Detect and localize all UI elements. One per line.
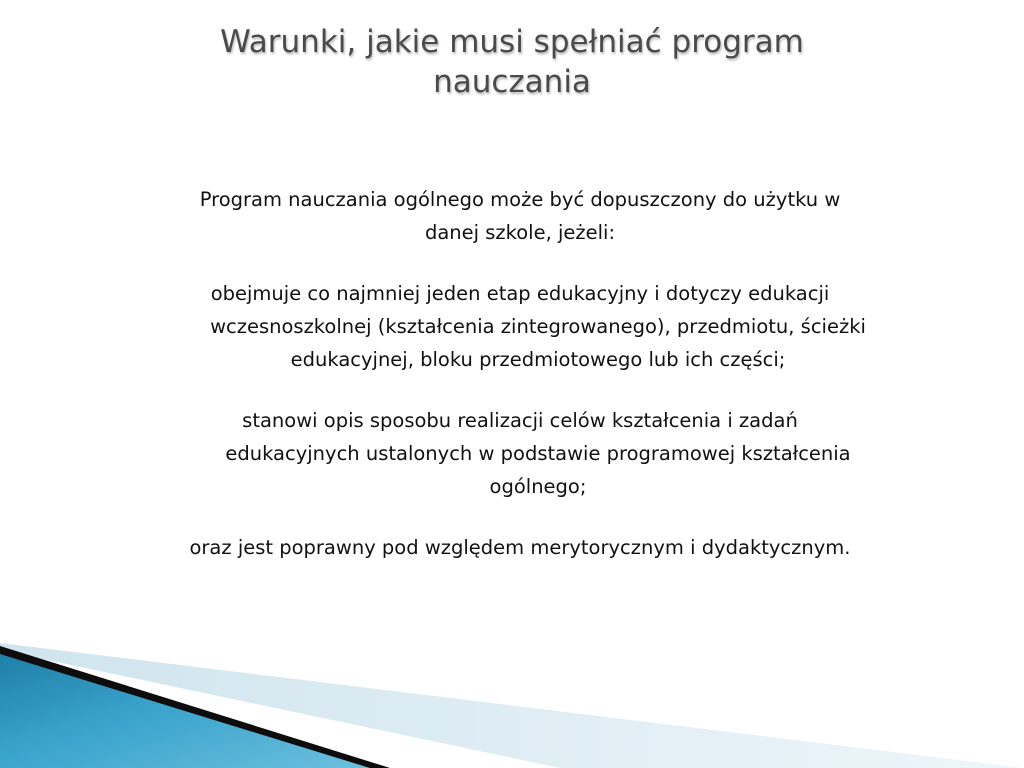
text-line: danej szkole, jeżeli: (424, 221, 616, 244)
text-line: ogólnego; (489, 475, 587, 498)
text-line: obejmuje co najmniej jeden etap edukacyjny i dotyczy edukacji (210, 282, 830, 305)
decorative-swoosh (0, 638, 1024, 768)
title-line: Warunki, jakie musi spełniać program (220, 24, 804, 60)
text-line: stanowi opis sposobu realizacji celów kształcenia i zadań (242, 409, 798, 432)
paragraph-condition-1 (90, 277, 950, 376)
text-line: edukacyjnych ustalonych w podstawie programowej kształcenia (225, 442, 851, 465)
text-line: edukacyjnej, bloku przedmiotowego lub ich części; (290, 348, 786, 371)
title-line: nauczania (433, 64, 591, 100)
text-line: oraz jest poprawny pod względem merytorycznym i dydaktycznym. (189, 536, 851, 559)
slide-body (90, 183, 950, 592)
paragraph-condition-2 (90, 404, 950, 503)
text-line: Program nauczania ogólnego może być dopuszczony do użytku w (199, 188, 841, 211)
text-line: wczesnoszkolnej (kształcenia zintegrowanego), przedmiotu, ścieżki (210, 315, 866, 338)
paragraph-intro (90, 183, 950, 249)
slide-title (0, 22, 1024, 102)
paragraph-condition-3 (90, 531, 950, 564)
